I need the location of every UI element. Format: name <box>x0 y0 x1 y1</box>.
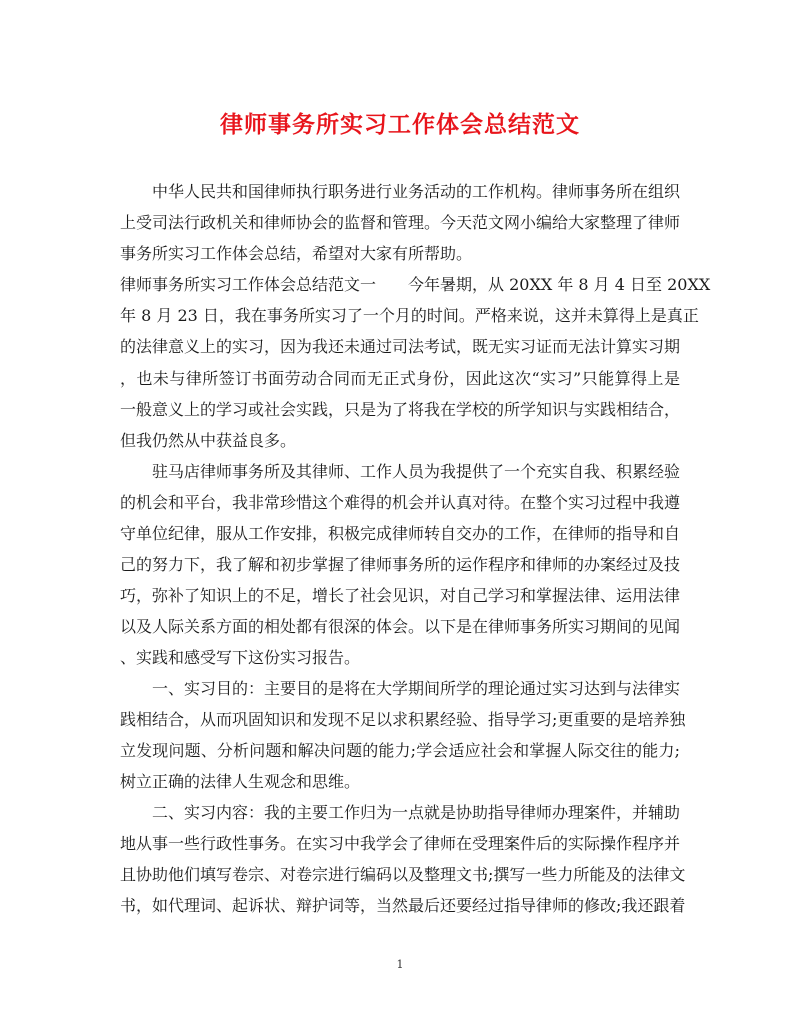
body-line: 一般意义上的学习或社会实践，只是为了将我在学校的所学知识与实践相结合， <box>120 400 681 419</box>
body-line: 且协助他们填写卷宗、对卷宗进行编码以及整理文书;撰写一些力所能及的法律文 <box>120 865 686 884</box>
body-line: 事务所实习工作体会总结，希望对大家有所帮助。 <box>120 244 473 263</box>
body-line: 树立正确的法律人生观念和思维。 <box>120 772 361 791</box>
body-line: 书，如代理词、起诉状、辩护词等，当然最后还要经过指导律师的修改;我还跟着 <box>120 896 686 915</box>
body-line: 立发现问题、分析问题和解决问题的能力;学会适应社会和掌握人际交往的能力; <box>120 741 680 760</box>
body-line: 的机会和平台，我非常珍惜这个难得的机会并认真对待。在整个实习过程中我遵 <box>120 493 681 512</box>
body-line: 年 8 月 23 日，我在事务所实习了一个月的时间。严格来说，这并未算得上是真正 <box>120 306 699 325</box>
body-line: 律师事务所实习工作体会总结范文一 今年暑期，从 20XX 年 8 月 4 日至 20XX <box>120 275 711 294</box>
body-line: 二、实习内容：我的主要工作归为一点就是协助指导律师办理案件，并辅助 <box>152 803 681 822</box>
body-line: 己的努力下，我了解和初步掌握了律师事务所的运作程序和律师的办案经过及技 <box>120 555 681 574</box>
body-line: 上受司法行政机关和律师协会的监督和管理。今天范文网小编给大家整理了律师 <box>120 213 681 232</box>
body-line: 驻马店律师事务所及其律师、工作人员为我提供了一个充实自我、积累经验 <box>152 462 681 481</box>
body-line: 巧，弥补了知识上的不足，增长了社会见识，对自己学习和掌握法律、运用法律 <box>120 586 681 605</box>
body-line: 、实践和感受写下这份实习报告。 <box>120 648 361 667</box>
body-line: 中华人民共和国律师执行职务进行业务活动的工作机构。律师事务所在组织 <box>152 182 681 201</box>
body-line: 但我仍然从中获益良多。 <box>120 431 297 450</box>
body-line: ，也未与律所签订书面劳动合同而无正式身份，因此这次“实习”只能算得上是 <box>120 369 680 388</box>
page-number: 1 <box>396 958 404 971</box>
body-line: 守单位纪律，服从工作安排，积极完成律师转自交办的工作，在律师的指导和自 <box>120 524 681 543</box>
body-line: 地从事一些行政性事务。在实习中我学会了律师在受理案件后的实际操作程序并 <box>120 834 681 853</box>
body-line: 以及人际关系方面的相处都有很深的体会。以下是在律师事务所实习期间的见闻 <box>120 617 681 636</box>
document-title: 律师事务所实习工作体会总结范文 <box>220 111 580 138</box>
body-line: 一、实习目的：主要目的是将在大学期间所学的理论通过实习达到与法律实 <box>152 679 681 698</box>
body-line: 践相结合，从而巩固知识和发现不足以求积累经验、指导学习;更重要的是培养独 <box>120 710 686 729</box>
body-line: 的法律意义上的实习，因为我还未通过司法考试，既无实习证而无法计算实习期 <box>120 337 681 356</box>
